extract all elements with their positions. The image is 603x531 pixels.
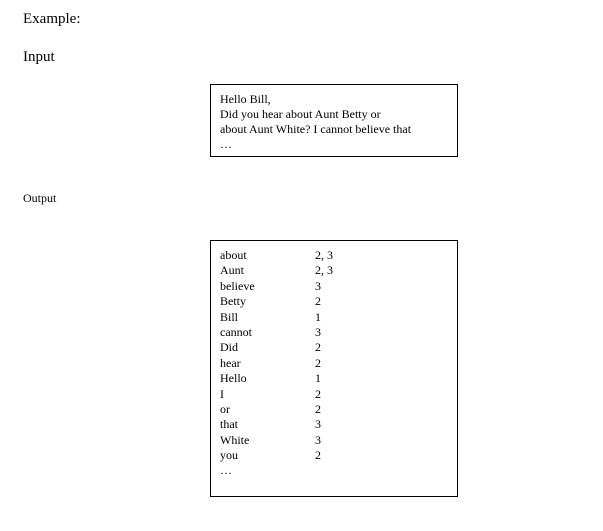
output-row	[220, 387, 448, 402]
output-list	[220, 248, 448, 463]
output-ellipsis	[220, 463, 448, 478]
output-row	[220, 356, 448, 371]
output-line-numbers: 1	[315, 309, 321, 324]
output-line-numbers: 3	[315, 417, 321, 432]
output-line-numbers: 2, 3	[315, 248, 333, 262]
output-row	[220, 248, 448, 263]
input-line: Hello Bill,	[220, 92, 271, 106]
input-line: about Aunt White? I cannot believe that	[220, 122, 412, 136]
output-line-numbers: 2	[315, 294, 321, 309]
output-row	[220, 279, 448, 294]
output-row	[220, 433, 448, 448]
input-line: …	[220, 137, 232, 151]
output-word: believe	[220, 278, 255, 293]
output-line-numbers: 3	[315, 324, 321, 339]
output-line-numbers: 3	[315, 432, 321, 447]
ellipsis-text: …	[220, 463, 232, 478]
output-table-box	[210, 240, 458, 497]
output-line-numbers: 2	[315, 401, 321, 416]
output-row	[220, 448, 448, 463]
output-word: Bill	[220, 309, 239, 324]
output-row	[220, 325, 448, 340]
output-word: Hello	[220, 371, 247, 386]
input-text-box	[210, 84, 458, 157]
output-line-numbers: 2	[315, 340, 321, 355]
output-word: or	[220, 401, 230, 416]
output-line-numbers: 2	[315, 386, 321, 401]
output-heading: Output	[23, 191, 57, 205]
output-row	[220, 402, 448, 417]
output-line-numbers: 2	[315, 355, 321, 370]
output-word: cannot	[220, 324, 252, 339]
output-word: I	[220, 386, 224, 401]
output-word: you	[220, 448, 238, 463]
output-word: Betty	[220, 294, 246, 309]
output-line-numbers: 2	[315, 448, 321, 463]
output-row	[220, 417, 448, 432]
output-word: about	[220, 248, 247, 262]
output-word: hear	[220, 355, 241, 370]
output-row	[220, 310, 448, 325]
output-word: that	[220, 417, 238, 432]
output-line-numbers: 1	[315, 371, 321, 386]
output-row	[220, 294, 448, 309]
input-line: Did you hear about Aunt Betty or	[220, 107, 381, 121]
input-heading: Input	[23, 49, 55, 65]
output-word: White	[220, 432, 250, 447]
output-row	[220, 371, 448, 386]
output-line-numbers: 3	[315, 278, 321, 293]
output-word: Aunt	[220, 263, 244, 278]
output-word: Did	[220, 340, 238, 355]
output-line-numbers: 2, 3	[315, 263, 333, 278]
output-row	[220, 263, 448, 278]
output-row	[220, 340, 448, 355]
example-heading: Example:	[23, 11, 81, 27]
